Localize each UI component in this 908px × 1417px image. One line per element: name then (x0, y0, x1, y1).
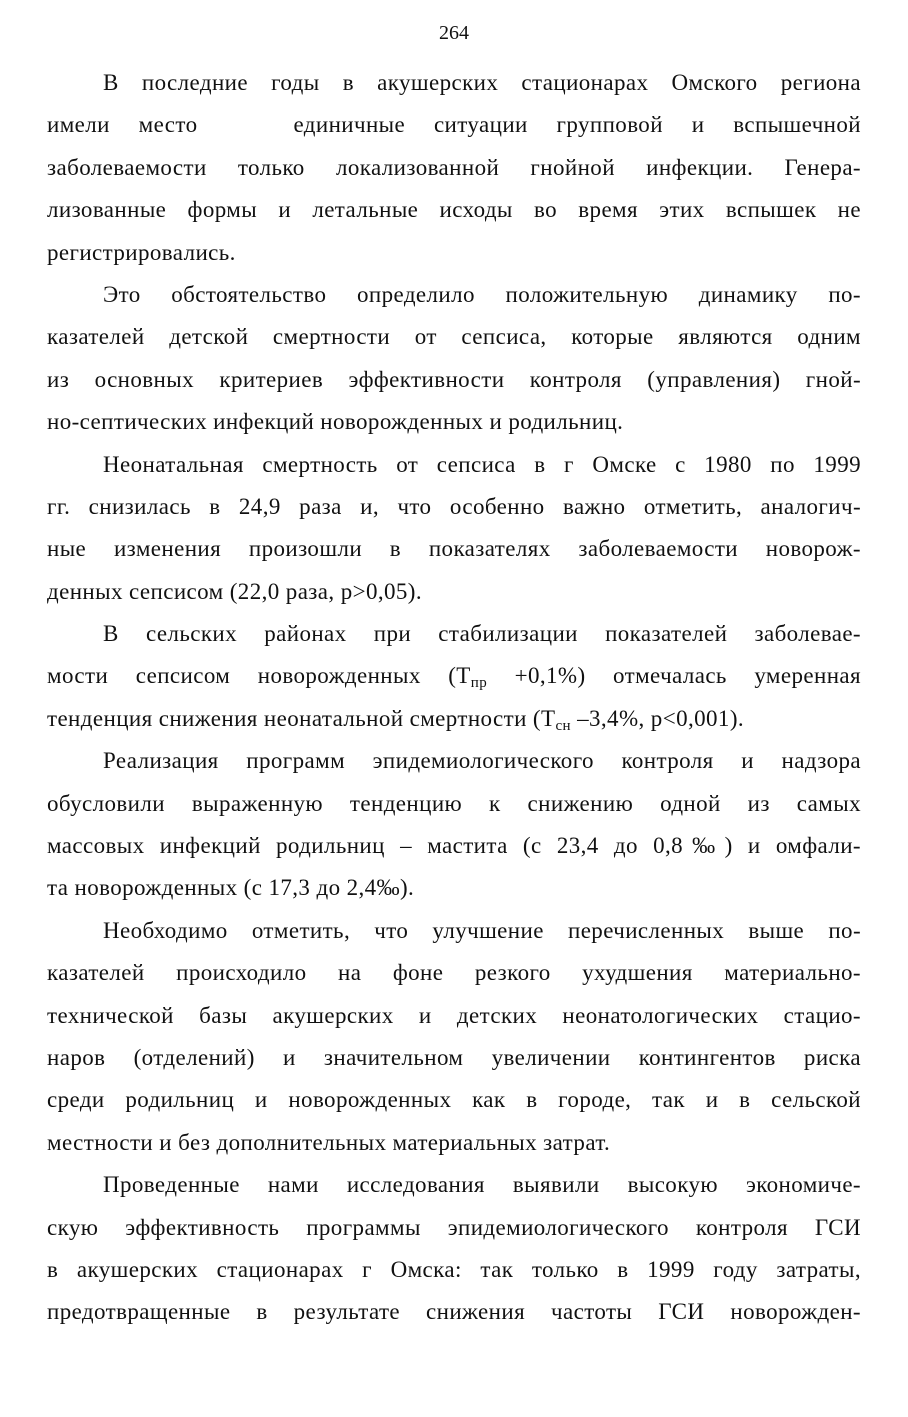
text-line: обусловили выраженную тенденцию к снижению одной из самых (47, 790, 861, 816)
text-line: та новорожденных (с 17,3 до 2,4‰). (47, 875, 415, 901)
text-line: ные изменения произошли в показателях заболеваемости новорож- (47, 536, 861, 562)
text-line: скую эффективность программы эпидемиологического контроля ГСИ (47, 1214, 861, 1240)
text-line: регистрировались. (47, 239, 236, 265)
text-line: Это обстоятельство определило положительную динамику по- (103, 281, 861, 307)
text-line: В сельских районах при стабилизации показателей заболевае- (103, 621, 861, 647)
text-line (47, 655, 861, 697)
text-line: местности и без дополнительных материальных затрат. (47, 1129, 611, 1155)
text-line: Необходимо отметить, что улучшение перечисленных выше по- (103, 917, 861, 943)
text-line (47, 104, 861, 146)
text-fragment: тенденция снижения неонатальной смертности (Т (47, 705, 556, 731)
text-line: но-септических инфекций новорожденных и родильниц. (47, 409, 624, 435)
text-fragment: единичные ситуации групповой и вспышечной (293, 112, 861, 138)
text-line: казателей происходило на фоне резкого ухудшения материально- (47, 960, 861, 986)
text-line: технической базы акушерских и детских неонатологических стацио- (47, 1002, 861, 1028)
text-line: массовых инфекций родильниц – мастита (с 23,4 до 0,8‰) и омфали- (47, 833, 861, 859)
subscript: сн (555, 717, 571, 734)
text-line: Неонатальная смертность от сепсиса в г Омске с 1980 по 1999 (103, 451, 861, 477)
text-line: гг. снизилась в 24,9 раза и, что особенно важно отметить, аналогич- (47, 493, 861, 519)
text-line: заболеваемости только локализованной гнойной инфекции. Генера- (47, 154, 861, 180)
text-fragment: –3,4%, р<0,001). (570, 705, 745, 731)
text-line: В последние годы в акушерских стационарах Омского региона (103, 70, 861, 95)
text-line: в акушерских стационарах г Омска: так только в 1999 году затраты, (47, 1256, 861, 1282)
text-line: из основных критериев эффективности контроля (управления) гной- (47, 366, 861, 392)
text-fragment: имели место (47, 112, 198, 138)
text-line: наров (отделений) и значительном увеличении контингентов риска (47, 1044, 861, 1070)
subscript: пр (470, 675, 488, 692)
text-line: предотвращенные в результате снижения частоты ГСИ новорожден- (47, 1299, 861, 1325)
text-fragment: мости сепсисом новорожденных (Т (47, 663, 471, 689)
text-line: лизованные формы и летальные исходы во время этих вспышек не (47, 197, 861, 223)
text-line: денных сепсисом (22,0 раза, р>0,05). (47, 578, 423, 604)
text-line (47, 698, 861, 740)
text-line: Проведенные нами исследования выявили высокую экономиче- (103, 1172, 861, 1198)
body-text (47, 62, 861, 1334)
text-line: Реализация программ эпидемиологического контроля и надзора (103, 748, 861, 774)
text-fragment: +0,1%) отмечалась умеренная (487, 663, 861, 689)
page-number: 264 (439, 22, 469, 44)
text-line: среди родильниц и новорожденных как в городе, так и в сельской (47, 1087, 861, 1113)
text-line: казателей детской смертности от сепсиса, которые являются одним (47, 324, 861, 350)
